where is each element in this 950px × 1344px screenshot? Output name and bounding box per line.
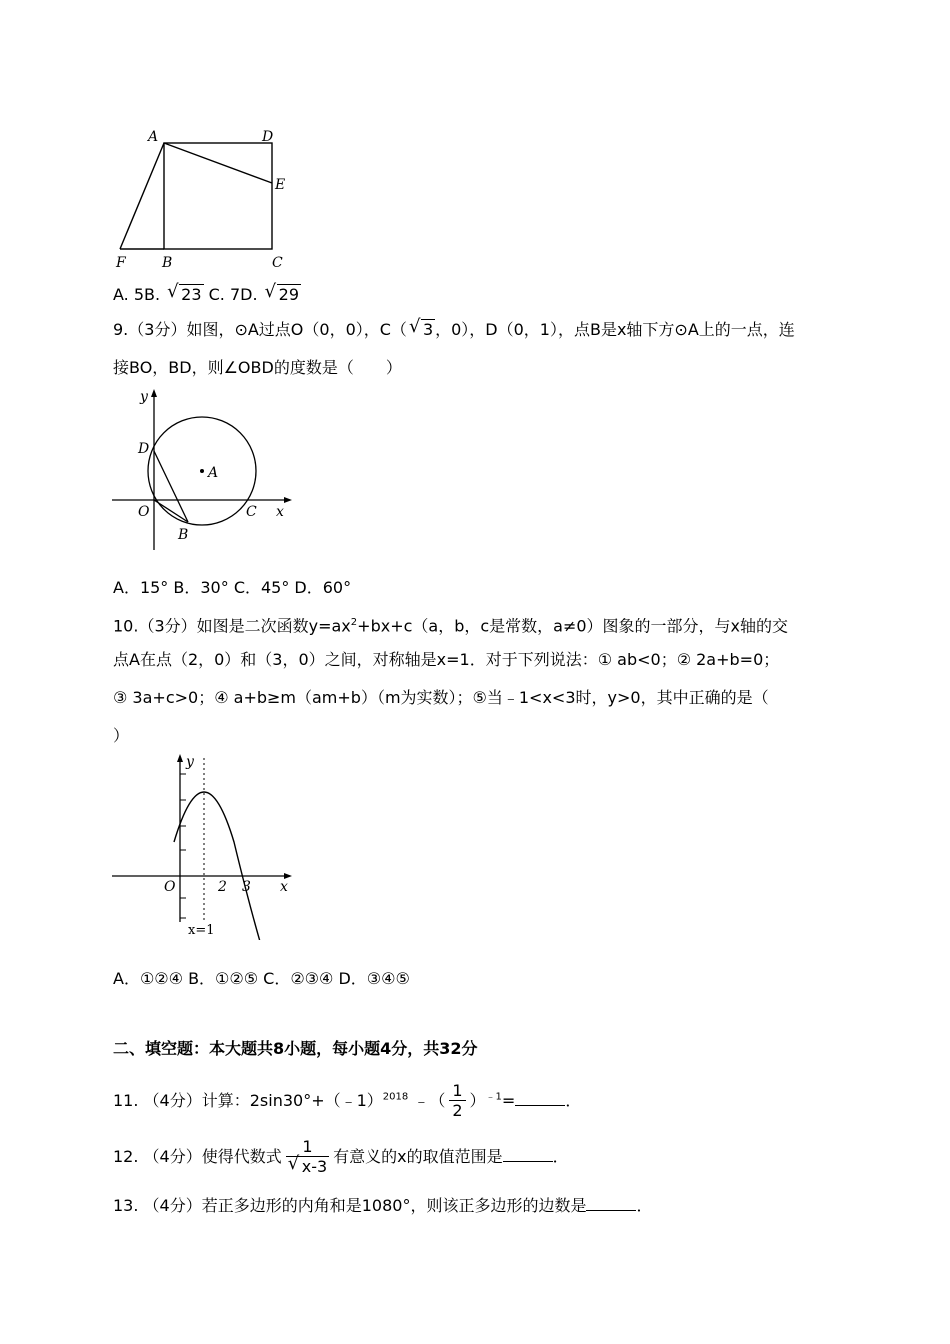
label-O: O xyxy=(164,879,176,895)
q12: 12. （4分）使得代数式 1 √ x-3 有意义的x的取值范围是 ． xyxy=(113,1137,569,1176)
label-C: C xyxy=(246,504,257,520)
q9-circle-diagram xyxy=(108,385,298,555)
q8-options xyxy=(113,281,301,305)
q8-figure xyxy=(110,125,295,273)
q11-fraction: $\frac{1}{2}$ xyxy=(449,1082,465,1121)
q11: 11. （4分）计算：2sin30°+（﹣1）$^{2018}$ ﹣（ $\frac{1}{2}$ ）$^{﹣1}$= ． xyxy=(113,1081,582,1120)
q8-option-c: C. 7D. xyxy=(208,285,258,304)
section-2-heading: 二、填空题：本大题共8小题，每小题4分，共32分 xyxy=(113,1039,478,1058)
q8-option-a: A. 5B. xyxy=(113,285,161,304)
label-C: C xyxy=(272,255,283,271)
label-D: D xyxy=(138,441,150,457)
label-O: O xyxy=(138,504,150,520)
q10-options: A．①②④ B．①②⑤ C．②③④ D．③④⑤ xyxy=(113,969,410,988)
label-x: x xyxy=(276,504,284,520)
label-axis-x1: x=1 xyxy=(188,923,215,938)
q13-answer-blank[interactable] xyxy=(586,1196,636,1211)
q9-stem-line-2: 接BO，BD，则∠OBD的度数是（ ） xyxy=(113,358,402,377)
label-A: A xyxy=(208,465,219,481)
q9-options: A．15° B．30° C．45° D．60° xyxy=(113,578,352,597)
q12-root: √ x-3 xyxy=(287,1153,328,1176)
label-F: F xyxy=(116,255,126,271)
label-2: 2 xyxy=(218,879,227,895)
label-y: y xyxy=(186,754,194,770)
q10-stem-line-2: 点A在点（2，0）和（3，0）之间，对称轴是x=1．对于下列说法：① ab<0；② 2a+b=0； xyxy=(113,650,780,669)
q8-option-d-root: √ 29 xyxy=(264,281,300,304)
label-A: A xyxy=(148,129,159,145)
q10-stem-line-4: ） xyxy=(113,726,130,745)
label-x: x xyxy=(280,879,288,895)
label-y: y xyxy=(140,389,148,405)
label-3: 3 xyxy=(242,879,251,895)
q9-root-3: √ 3 xyxy=(408,316,434,339)
q13-number: 13. xyxy=(113,1196,139,1215)
q11-answer-blank[interactable] xyxy=(515,1091,565,1106)
q11-number: 11. xyxy=(113,1091,139,1110)
q13: 13. （4分）若正多边形的内角和是1080°，则该正多边形的边数是 ． xyxy=(113,1196,653,1215)
q8-option-b-root: √ 23 xyxy=(167,281,202,304)
q12-number: 12. xyxy=(113,1147,139,1166)
q10-parabola-diagram xyxy=(108,750,298,940)
q8-geometry-diagram xyxy=(110,125,295,273)
label-E: E xyxy=(275,177,286,193)
q12-answer-blank[interactable] xyxy=(503,1147,553,1162)
q9-stem-line-1: 9.（3分）如图，⊙A过点O（0，0），C（ √ 3 ，0），D（0，1），点B是x轴下方⊙A上的一点，连 xyxy=(113,316,795,339)
label-D: D xyxy=(262,129,274,145)
q9-figure xyxy=(108,385,298,555)
q10-figure xyxy=(108,750,298,940)
label-B: B xyxy=(162,255,173,271)
q10-stem-line-1: 10.（3分）如图是二次函数$y=ax^2+bx+c(a$，b，c是常数，a≠0）图象的一部分，与x轴的交 xyxy=(113,616,789,636)
q10-stem-line-3: ③ 3a+c>0；④ a+b≥m（am+b）（m为实数）；⑤当﹣1<x<3时，y>0，其中正确的是（ xyxy=(113,688,769,707)
q12-fraction: 1 √ x-3 xyxy=(287,1137,328,1176)
label-B: B xyxy=(178,527,189,543)
